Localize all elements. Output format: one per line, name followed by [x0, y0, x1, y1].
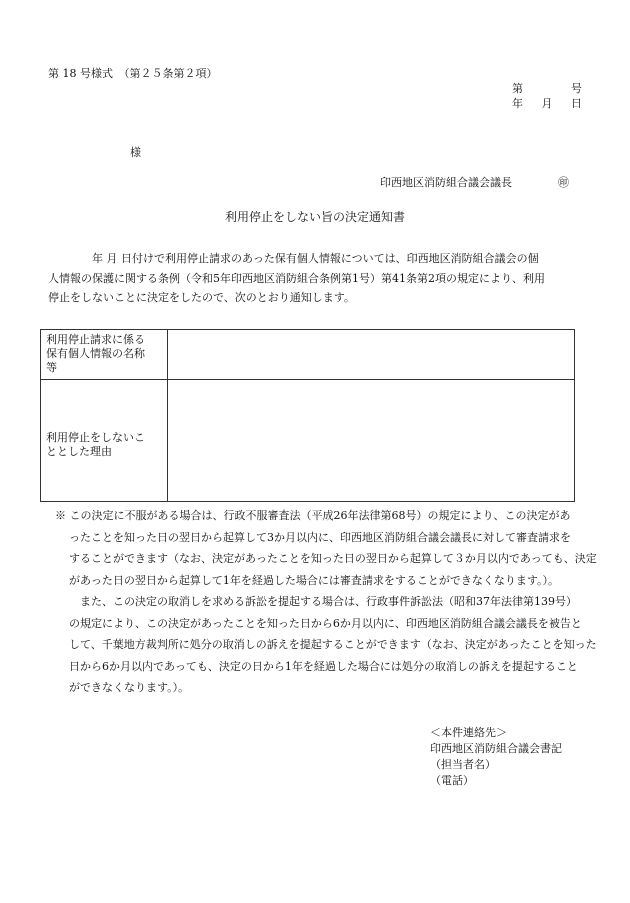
- document-title: 利用停止をしない旨の決定通知書: [224, 210, 405, 224]
- contact-block: [430, 725, 562, 789]
- appeal-notes: [55, 505, 597, 699]
- contact-office: 印西地区消防組合議会書記: [430, 742, 562, 755]
- label-line: 等: [46, 361, 57, 374]
- date-year: 年: [512, 97, 523, 110]
- ref-suffix: 号: [571, 82, 582, 95]
- seal-mark: ㊞: [558, 176, 569, 189]
- note-line: することができます（なお、決定があったことを知った日の翌日から起算して３か月以内であっても、決定: [69, 552, 597, 565]
- label-line: 保有個人情報の名称: [46, 347, 145, 360]
- note-line: ができなくなります。）。: [69, 681, 190, 694]
- note-line: があった日の翌日から起算して1年を経過した場合には審査請求をすることができなくなります。）。: [69, 573, 560, 587]
- table-row-information-name: [41, 330, 574, 380]
- contact-phone: （電話）: [430, 774, 474, 787]
- body-text: [48, 249, 584, 308]
- note-line: ※ この決定に不服がある場合は、行政不服審査法（平成26年法律第68号）の規定により、この決定があ: [55, 509, 571, 522]
- note-line: の規定により、この決定があったことを知った日から6か月以内に、印西地区消防組合議会議長を被告と: [69, 616, 582, 630]
- label-line: 利用停止請求に係る: [46, 333, 145, 346]
- label-line: 利用停止をしないこ: [46, 431, 145, 444]
- contact-heading: ＜本件連絡先＞: [430, 726, 507, 739]
- column-divider: [167, 380, 168, 501]
- label-line: ととした理由: [46, 445, 112, 458]
- sender-name: 印西地区消防組合議会議長: [380, 176, 512, 189]
- decision-table: [40, 329, 575, 502]
- ref-prefix: 第: [512, 82, 523, 95]
- row-label-information-name: [46, 333, 145, 375]
- date-day: 日: [571, 97, 582, 110]
- body-line: 人情報の保護に関する条例（令和5年印西地区消防組合条例第1号）第41条第2項の規定により、利用: [48, 271, 545, 285]
- reference-number: [512, 82, 582, 96]
- note-line: ったことを知った日の翌日から起算して3か月以内に、印西地区消防組合議会議長に対して審査請求を: [69, 530, 571, 544]
- body-line: 停止をしないことに決定をしたので、次のとおり通知します。: [48, 291, 355, 304]
- date-month: 月: [541, 97, 553, 110]
- table-row-reason: [41, 380, 574, 501]
- note-line: して、千葉地方裁判所に処分の取消しの訴えを提起することができます（なお、決定があったことを知った: [69, 638, 597, 651]
- row-label-reason: [46, 431, 145, 459]
- note-line: また、この決定の取消しを求める訴訟を提起する場合は、行政事件訴訟法（昭和37年法律第139号）: [69, 595, 577, 608]
- contact-person: （担当者名）: [430, 758, 496, 771]
- recipient-suffix: 様: [130, 146, 141, 159]
- body-line: 年 月 日付けで利用停止請求のあった保有個人情報については、印西地区消防組合議会の個: [48, 252, 539, 265]
- note-line: 日から6か月以内であっても、決定の日から1年を経過した場合には処分の取消しの訴えを提起すること: [69, 659, 578, 673]
- form-number: 第 18 号様式 （第２５条第２項）: [48, 67, 218, 80]
- column-divider: [167, 330, 168, 379]
- issue-date: [512, 97, 582, 111]
